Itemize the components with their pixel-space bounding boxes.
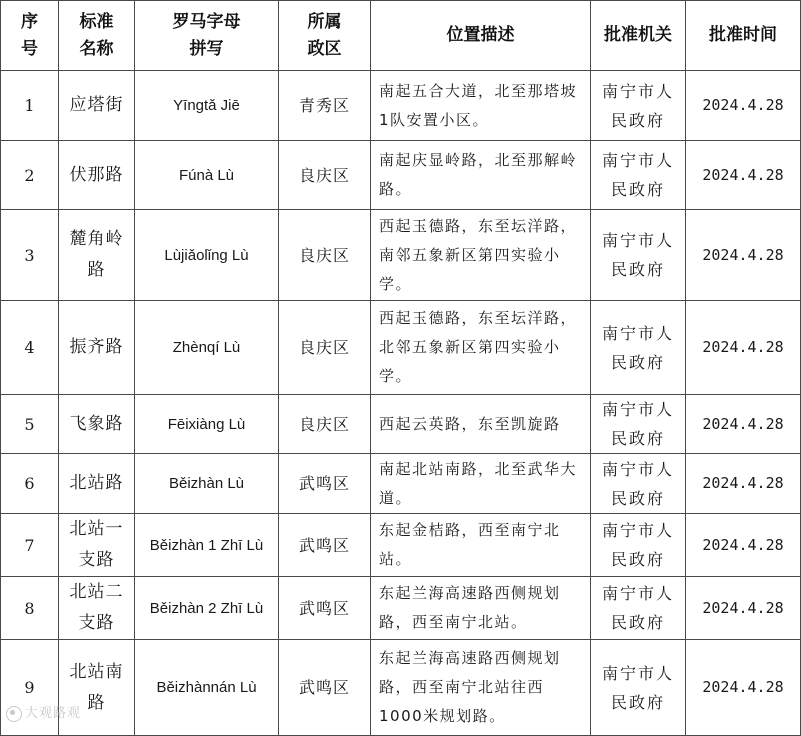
cell-seq: 4 [1,301,59,395]
cell-pinyin: Běizhàn Lù [135,454,279,514]
cell-date: 2024.4.28 [686,395,801,454]
table-row [1,454,801,514]
cell-date: 2024.4.28 [686,514,801,577]
header-name: 标准 名称 [59,1,135,71]
cell-district: 武鸣区 [279,577,371,640]
cell-pinyin: Zhènqí Lù [135,301,279,395]
cell-seq: 3 [1,210,59,301]
cell-desc: 南起五合大道，北至那塔坡1队安置小区。 [371,71,591,141]
cell-date: 2024.4.28 [686,640,801,736]
table-row [1,395,801,454]
header-row [1,1,801,71]
cell-name: 北站二支路 [59,577,135,640]
cell-desc: 西起玉德路，东至坛洋路，北邻五象新区第四实验小学。 [371,301,591,395]
header-seq: 序 号 [1,1,59,71]
table-row [1,640,801,736]
cell-date: 2024.4.28 [686,301,801,395]
header-district: 所属 政区 [279,1,371,71]
cell-district: 良庆区 [279,301,371,395]
cell-desc: 东起兰海高速路西侧规划路，西至南宁北站。 [371,577,591,640]
cell-desc: 西起玉德路，东至坛洋路，南邻五象新区第四实验小学。 [371,210,591,301]
cell-authority: 南宁市人民政府 [591,301,686,395]
cell-district: 青秀区 [279,71,371,141]
watermark [6,702,81,722]
cell-authority: 南宁市人民政府 [591,514,686,577]
cell-seq: 1 [1,71,59,141]
cell-seq: 2 [1,141,59,210]
cell-seq: 9 [1,640,59,736]
cell-name: 麓角岭路 [59,210,135,301]
cell-date: 2024.4.28 [686,141,801,210]
cell-name: 北站路 [59,454,135,514]
table-row [1,141,801,210]
cell-pinyin: Yīngtǎ Jiē [135,71,279,141]
cell-authority: 南宁市人民政府 [591,577,686,640]
cell-desc: 南起北站南路，北至武华大道。 [371,454,591,514]
watermark-text: 大观路观 [25,706,82,721]
cell-pinyin: Fúnà Lù [135,141,279,210]
cell-pinyin: Běizhànnán Lù [135,640,279,736]
cell-desc: 西起云英路，东至凯旋路 [371,395,591,454]
cell-district: 良庆区 [279,210,371,301]
cell-district: 良庆区 [279,395,371,454]
cell-district: 武鸣区 [279,514,371,577]
cell-date: 2024.4.28 [686,577,801,640]
cell-pinyin: Běizhàn 2 Zhī Lù [135,577,279,640]
cell-name: 北站南路 [59,640,135,736]
cell-name: 振齐路 [59,301,135,395]
cell-seq: 6 [1,454,59,514]
cell-date: 2024.4.28 [686,210,801,301]
cell-pinyin: Běizhàn 1 Zhī Lù [135,514,279,577]
cell-date: 2024.4.28 [686,71,801,141]
cell-name: 伏那路 [59,141,135,210]
cell-district: 武鸣区 [279,640,371,736]
header-pinyin: 罗马字母 拼写 [135,1,279,71]
cell-authority: 南宁市人民政府 [591,640,686,736]
cell-district: 武鸣区 [279,454,371,514]
table-row [1,301,801,395]
cell-pinyin: Lùjiǎolǐng Lù [135,210,279,301]
cell-desc: 东起金桔路，西至南宁北站。 [371,514,591,577]
table-row [1,210,801,301]
cell-authority: 南宁市人民政府 [591,141,686,210]
cell-seq: 5 [1,395,59,454]
cell-seq: 8 [1,577,59,640]
cell-name: 飞象路 [59,395,135,454]
table-row [1,577,801,640]
header-authority: 批准机关 [591,1,686,71]
table-body [1,71,801,736]
cell-authority: 南宁市人民政府 [591,454,686,514]
header-desc: 位置描述 [371,1,591,71]
cell-pinyin: Fēixiàng Lù [135,395,279,454]
cell-desc: 南起庆显岭路，北至那解岭路。 [371,141,591,210]
cell-name: 北站一支路 [59,514,135,577]
cell-seq: 7 [1,514,59,577]
cell-authority: 南宁市人民政府 [591,71,686,141]
camera-logo-icon [6,706,22,722]
cell-name: 应塔街 [59,71,135,141]
cell-authority: 南宁市人民政府 [591,395,686,454]
cell-desc: 东起兰海高速路西侧规划路，西至南宁北站往西1000米规划路。 [371,640,591,736]
cell-district: 良庆区 [279,141,371,210]
table-row [1,71,801,141]
cell-date: 2024.4.28 [686,454,801,514]
cell-authority: 南宁市人民政府 [591,210,686,301]
table-row [1,514,801,577]
header-date: 批准时间 [686,1,801,71]
